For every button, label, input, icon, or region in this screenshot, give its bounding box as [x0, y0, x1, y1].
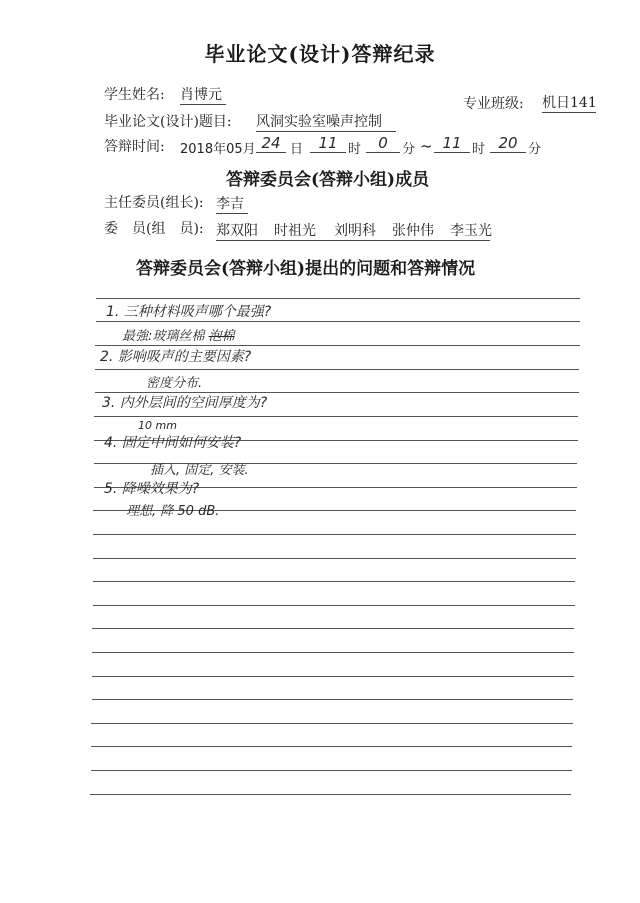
day-unit: 日: [290, 142, 304, 157]
thesis-title-label: 毕业论文(设计)题目:: [104, 114, 232, 130]
start-min-value: 0: [366, 134, 400, 153]
question-4: 4. 固定中间如何安装?: [104, 435, 242, 451]
major-class-value: 机日141: [542, 92, 596, 113]
members-label: 委 员(组 员):: [104, 221, 204, 237]
answer-2: 密度分布.: [146, 376, 203, 391]
answer-1: [122, 325, 235, 344]
student-name-label: 学生姓名:: [104, 87, 165, 103]
member-name: 时祖光: [274, 223, 316, 239]
student-name-value: 肖博元: [180, 84, 226, 105]
questions-heading: 答辩委员会(答辩小组)提出的问题和答辩情况: [136, 259, 476, 279]
member-name: 张仲伟: [392, 223, 434, 239]
end-hour-value: 11: [434, 134, 470, 153]
end-hour-unit: 时: [472, 142, 486, 157]
answer-5: 理想, 降 50 dB.: [126, 504, 220, 519]
question-3: 3. 内外层间的空间厚度为?: [102, 395, 268, 411]
answer-4: 插入, 固定, 安装.: [150, 463, 249, 478]
question-5: 5. 降噪效果为?: [104, 481, 200, 497]
crossed-out-word: 泡棉: [208, 329, 235, 344]
question-2: 2. 影响吸声的主要因素?: [100, 349, 252, 365]
defense-time-label: 答辩时间:: [104, 139, 165, 155]
members-list: [216, 220, 490, 241]
thesis-title-value: 风洞实验室噪声控制: [256, 111, 396, 132]
major-class-label: 专业班级:: [463, 96, 524, 112]
member-name: 李玉光: [450, 223, 492, 239]
time-range-tilde: ~: [420, 137, 433, 155]
chair-label: 主任委员(组长):: [104, 195, 204, 211]
defense-date-prefix: 2018年05月: [180, 142, 256, 157]
answer-1-text: 最強:玻璃丝棉: [122, 329, 209, 344]
member-name: 郑双阳: [216, 223, 258, 239]
answer-3: 10 mm: [138, 419, 177, 432]
start-min-unit: 分: [402, 142, 416, 157]
end-min-unit: 分: [528, 142, 542, 157]
end-min-value: 20: [490, 134, 526, 153]
start-hour-unit: 时: [348, 142, 362, 157]
committee-heading: 答辩委员会(答辩小组)成员: [226, 170, 430, 190]
chair-value: 李吉: [216, 193, 248, 214]
defense-day-value: 24: [256, 134, 286, 153]
page-title: 毕业论文(设计)答辩纪录: [204, 42, 436, 66]
start-hour-value: 11: [310, 134, 346, 153]
question-1: 1. 三种材料吸声哪个最强?: [106, 304, 272, 320]
member-name: 刘明科: [334, 223, 376, 239]
